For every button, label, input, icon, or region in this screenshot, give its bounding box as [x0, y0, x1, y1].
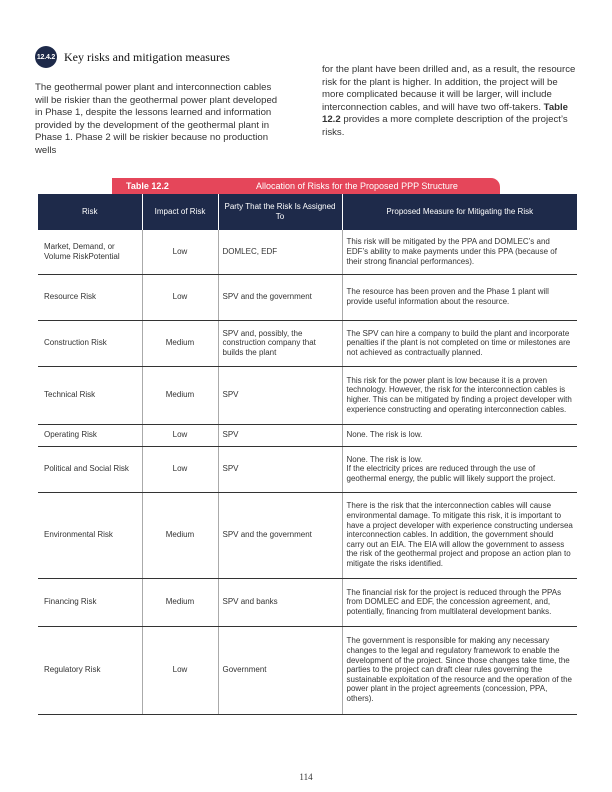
intro-paragraph-right [322, 64, 578, 140]
party-cell: Government [218, 626, 342, 714]
impact-cell: Low [142, 626, 218, 714]
section-heading [35, 46, 230, 68]
risk-cell: Environmental Risk [38, 492, 142, 578]
measure-cell: This risk will be mitigated by the PPA and DOMLEC’s and EDF’s ability to make payments under this PPA (because of their strong financial performances). [342, 230, 577, 274]
measure-cell: The government is responsible for making any necessary changes to the legal and regulatory framework to enable the development of the project. Since those changes take time, the parties to the project can draft clear rules governing the sustainable exploitation of the resource and the operation of the power plant in the project agreements (concession, PPA, others). [342, 626, 577, 714]
party-cell: SPV [218, 424, 342, 446]
measure-cell: This risk for the power plant is low because it is a proven technology. However, the risk for the interconnection cables is higher. This can be mitigated by finding a project developer with experience constructing and operating interconnection cables. [342, 366, 577, 424]
impact-cell: Medium [142, 366, 218, 424]
party-cell: DOMLEC, EDF [218, 230, 342, 274]
table-row [38, 230, 577, 274]
risk-cell: Market, Demand, or Volume RiskPotential [38, 230, 142, 274]
table-row [38, 578, 577, 626]
table-header-row [38, 194, 577, 230]
intro-text-part: provides a more complete description of the project’s risks. [322, 114, 568, 138]
header-impact: Impact of Risk [142, 194, 218, 230]
measure-cell: None. The risk is low. If the electricity prices are reduced through the use of geothermal energy, the public will likely support the project. [342, 446, 577, 492]
risk-cell: Regulatory Risk [38, 626, 142, 714]
risk-cell: Political and Social Risk [38, 446, 142, 492]
risk-cell: Financing Risk [38, 578, 142, 626]
party-cell: SPV and banks [218, 578, 342, 626]
table-row [38, 320, 577, 366]
party-cell: SPV and the government [218, 492, 342, 578]
impact-cell: Medium [142, 492, 218, 578]
impact-cell: Low [142, 274, 218, 320]
table-number: Table 12.2 [126, 181, 169, 191]
table-row [38, 424, 577, 446]
measure-cell: The financial risk for the project is reduced through the PPAs from DOMLEC and EDF, the concession agreement, and, potentially, financing from multilateral development banks. [342, 578, 577, 626]
impact-cell: Low [142, 230, 218, 274]
table-title-bar [112, 178, 500, 194]
table-row [38, 446, 577, 492]
section-title: Key risks and mitigation measures [64, 49, 230, 64]
risk-cell: Resource Risk [38, 274, 142, 320]
header-measure: Proposed Measure for Mitigating the Risk [342, 194, 577, 230]
header-party: Party That the Risk Is Assigned To [218, 194, 342, 230]
table-row [38, 626, 577, 714]
impact-cell: Low [142, 424, 218, 446]
section-number-badge: 12.4.2 [35, 46, 57, 68]
measure-cell: There is the risk that the interconnection cables will cause environmental damage. To mitigate this risk, it is important to have a project developer with experience constructing undersea interconnection cables. In addition, the government should carry out an EIA. The EIA will allow the government to assess the risk of the geothermal project and propose an action plan to mitigate the risks identified. [342, 492, 577, 578]
measure-cell: The SPV can hire a company to build the plant and incorporate penalties if the plant is not completed on time or milestones are not achieved as contractually planned. [342, 320, 577, 366]
page-number: 114 [299, 772, 313, 782]
impact-cell: Medium [142, 578, 218, 626]
impact-cell: Medium [142, 320, 218, 366]
intro-text-part: for the plant have been drilled and, as a result, the resource risk for the plant is higher. In addition, the project will be more complicated because it will be larger, will include interconnection cables, and will have two off-takers. [322, 64, 576, 113]
intro-paragraph-left: The geothermal power plant and interconnection cables will be riskier than the geothermal power plant developed in Phase 1, despite the lessons learned and information provided by the development of the geothermal plant in Phase 1. Phase 2 will be riskier because no production wells [35, 82, 278, 156]
measure-cell: The resource has been proven and the Phase 1 plant will provide useful information about the resource. [342, 274, 577, 320]
measure-cell: None. The risk is low. [342, 424, 577, 446]
header-risk: Risk [38, 194, 142, 230]
table-row [38, 492, 577, 578]
risk-allocation-table [38, 194, 577, 715]
risk-cell: Construction Risk [38, 320, 142, 366]
table-row [38, 366, 577, 424]
table-reference: Table 12.2 [322, 101, 569, 126]
party-cell: SPV and the government [218, 274, 342, 320]
risk-cell: Technical Risk [38, 366, 142, 424]
party-cell: SPV [218, 366, 342, 424]
party-cell: SPV and, possibly, the construction company that builds the plant [218, 320, 342, 366]
party-cell: SPV [218, 446, 342, 492]
table-caption: Allocation of Risks for the Proposed PPP Structure [256, 181, 458, 191]
risk-cell: Operating Risk [38, 424, 142, 446]
impact-cell: Low [142, 446, 218, 492]
table-row [38, 274, 577, 320]
